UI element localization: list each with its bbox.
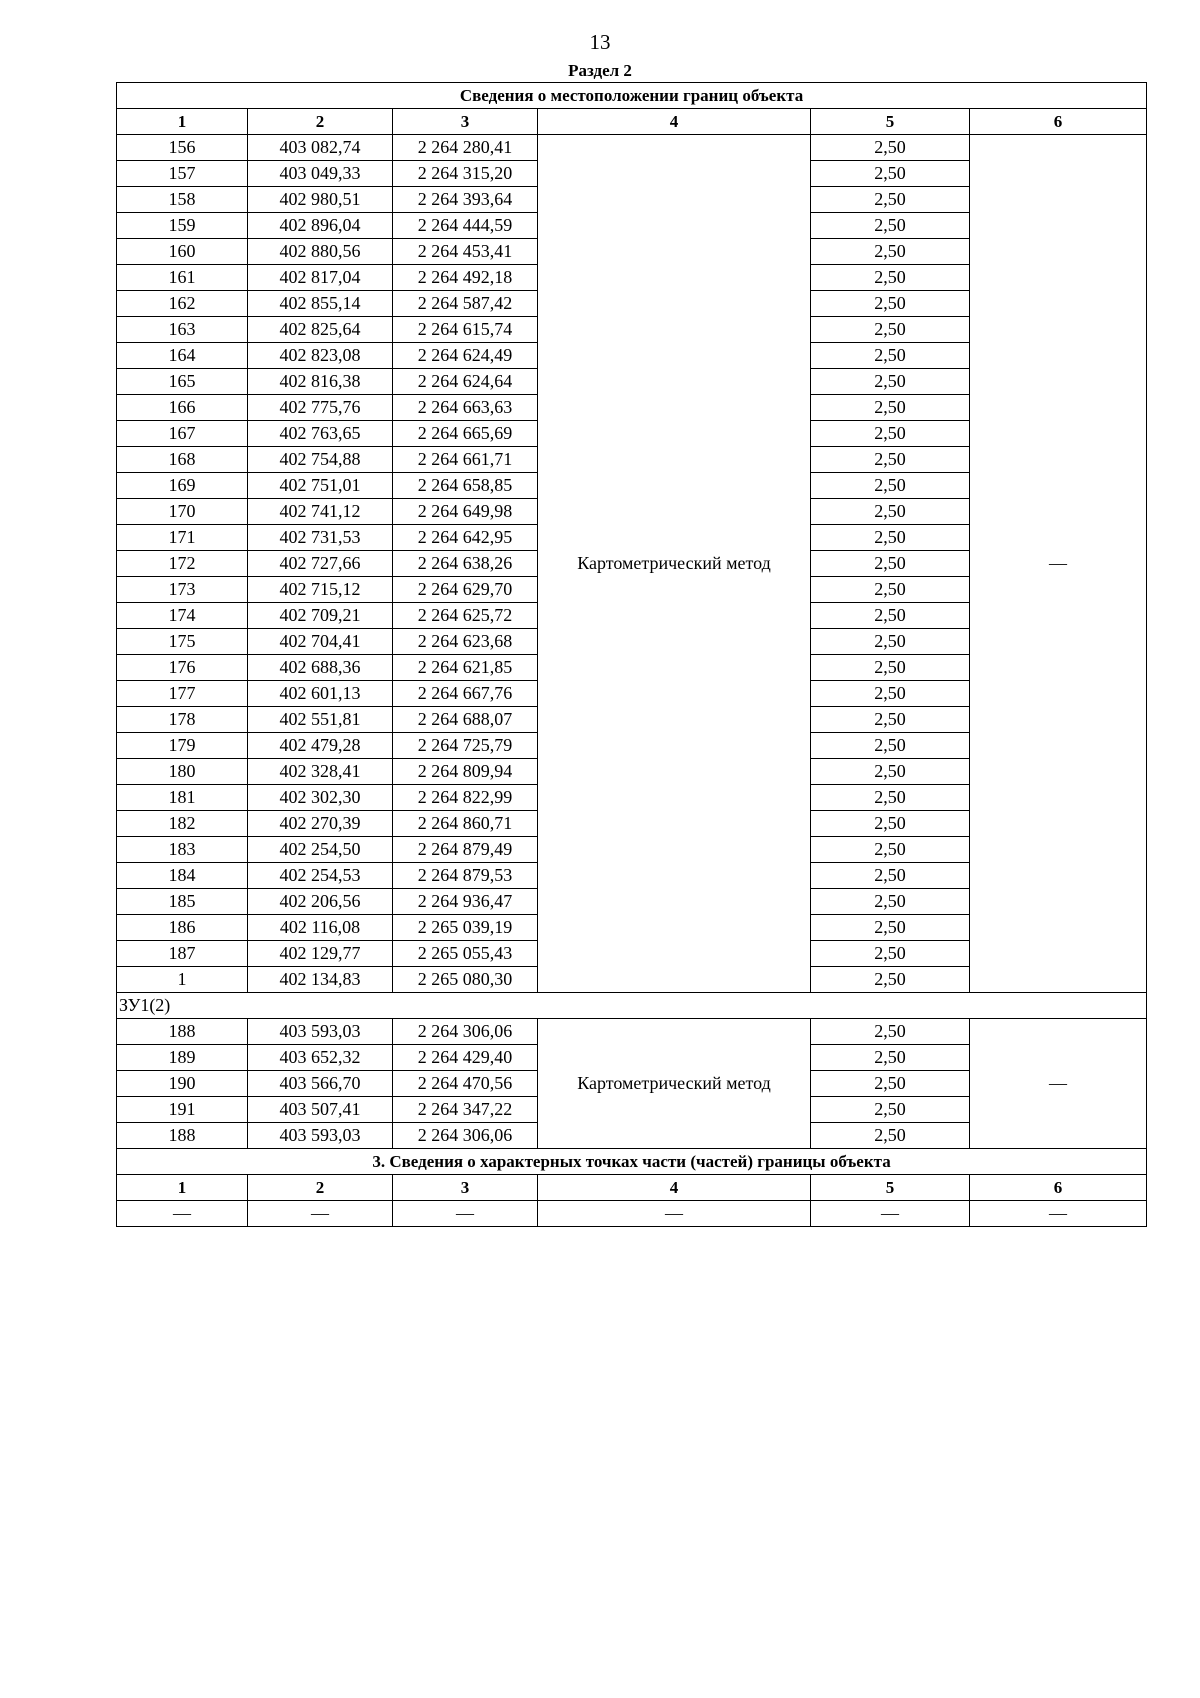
- coordinate-y: 2 264 625,72: [393, 603, 538, 629]
- column-header: 2: [248, 109, 393, 135]
- coordinate-y: 2 264 306,06: [393, 1123, 538, 1149]
- page-number: 13: [589, 30, 611, 54]
- section3-title: 3. Сведения о характерных точках части (частей) границы объекта: [117, 1149, 1147, 1175]
- accuracy-cell: 2,50: [811, 733, 970, 759]
- coordinate-y: 2 264 624,49: [393, 343, 538, 369]
- coordinate-x: 402 328,41: [248, 759, 393, 785]
- accuracy-cell: 2,50: [811, 265, 970, 291]
- point-number: 181: [117, 785, 248, 811]
- coordinate-x: 402 731,53: [248, 525, 393, 551]
- point-number: 189: [117, 1045, 248, 1071]
- point-number: 165: [117, 369, 248, 395]
- point-number: 187: [117, 941, 248, 967]
- point-number: 184: [117, 863, 248, 889]
- coordinate-x: 402 775,76: [248, 395, 393, 421]
- coordinate-x: 403 652,32: [248, 1045, 393, 1071]
- coordinate-y: 2 264 860,71: [393, 811, 538, 837]
- coordinate-x: 402 741,12: [248, 499, 393, 525]
- accuracy-cell: 2,50: [811, 837, 970, 863]
- accuracy-cell: 2,50: [811, 603, 970, 629]
- point-number: 159: [117, 213, 248, 239]
- point-number: 170: [117, 499, 248, 525]
- accuracy-cell: 2,50: [811, 161, 970, 187]
- section3-header-row: [117, 1175, 1147, 1201]
- coordinate-y: 2 264 665,69: [393, 421, 538, 447]
- empty-dash-cell: —: [811, 1201, 970, 1227]
- accuracy-cell: 2,50: [811, 759, 970, 785]
- coordinate-x: 402 817,04: [248, 265, 393, 291]
- point-number: 191: [117, 1097, 248, 1123]
- coordinate-y: 2 265 039,19: [393, 915, 538, 941]
- empty-dash-cell: —: [117, 1201, 248, 1227]
- accuracy-cell: 2,50: [811, 811, 970, 837]
- point-number: 164: [117, 343, 248, 369]
- table-row: [117, 1019, 1147, 1045]
- point-number: 177: [117, 681, 248, 707]
- point-number: 166: [117, 395, 248, 421]
- coordinate-x: 402 551,81: [248, 707, 393, 733]
- coordinate-x: 402 254,53: [248, 863, 393, 889]
- column-header: 5: [811, 109, 970, 135]
- coordinate-x: 402 206,56: [248, 889, 393, 915]
- accuracy-cell: 2,50: [811, 863, 970, 889]
- coordinate-x: 402 601,13: [248, 681, 393, 707]
- coordinate-x: 402 715,12: [248, 577, 393, 603]
- accuracy-cell: 2,50: [811, 967, 970, 993]
- accuracy-cell: 2,50: [811, 889, 970, 915]
- coordinate-x: 402 825,64: [248, 317, 393, 343]
- point-number: 169: [117, 473, 248, 499]
- accuracy-cell: 2,50: [811, 1071, 970, 1097]
- accuracy-cell: 2,50: [811, 551, 970, 577]
- accuracy-cell: 2,50: [811, 187, 970, 213]
- coordinate-x: 402 134,83: [248, 967, 393, 993]
- coordinate-y: 2 264 587,42: [393, 291, 538, 317]
- point-number: 185: [117, 889, 248, 915]
- method-cell: Картометрический метод: [538, 135, 811, 993]
- coordinate-y: 2 264 663,63: [393, 395, 538, 421]
- coordinate-y: 2 264 621,85: [393, 655, 538, 681]
- accuracy-cell: 2,50: [811, 369, 970, 395]
- accuracy-cell: 2,50: [811, 135, 970, 161]
- column-header: 1: [117, 1175, 248, 1201]
- column-header: 2: [248, 1175, 393, 1201]
- accuracy-cell: 2,50: [811, 343, 970, 369]
- point-number: 183: [117, 837, 248, 863]
- column-header-row: [117, 109, 1147, 135]
- coordinate-x: 402 754,88: [248, 447, 393, 473]
- coordinate-y: 2 264 470,56: [393, 1071, 538, 1097]
- column-header: 4: [538, 109, 811, 135]
- boundary-table: [116, 82, 1147, 1227]
- coordinate-x: 402 709,21: [248, 603, 393, 629]
- point-number: 182: [117, 811, 248, 837]
- coordinate-x: 402 479,28: [248, 733, 393, 759]
- coordinate-x: 403 593,03: [248, 1019, 393, 1045]
- accuracy-cell: 2,50: [811, 1097, 970, 1123]
- point-number: 160: [117, 239, 248, 265]
- accuracy-cell: 2,50: [811, 681, 970, 707]
- point-number: 156: [117, 135, 248, 161]
- coordinate-x: 402 116,08: [248, 915, 393, 941]
- coordinate-y: 2 264 725,79: [393, 733, 538, 759]
- accuracy-cell: 2,50: [811, 577, 970, 603]
- coordinate-y: 2 264 879,53: [393, 863, 538, 889]
- point-number: 171: [117, 525, 248, 551]
- coordinate-y: 2 264 624,64: [393, 369, 538, 395]
- coordinate-x: 403 082,74: [248, 135, 393, 161]
- accuracy-cell: 2,50: [811, 473, 970, 499]
- accuracy-cell: 2,50: [811, 239, 970, 265]
- coordinate-x: 402 129,77: [248, 941, 393, 967]
- coordinate-y: 2 264 879,49: [393, 837, 538, 863]
- point-number: 178: [117, 707, 248, 733]
- column-header: 6: [970, 109, 1147, 135]
- coordinate-y: 2 264 280,41: [393, 135, 538, 161]
- point-number: 188: [117, 1123, 248, 1149]
- point-number: 176: [117, 655, 248, 681]
- point-number: 168: [117, 447, 248, 473]
- point-number: 173: [117, 577, 248, 603]
- coordinate-x: 402 254,50: [248, 837, 393, 863]
- coordinate-x: 403 049,33: [248, 161, 393, 187]
- coordinate-x: 402 980,51: [248, 187, 393, 213]
- accuracy-cell: 2,50: [811, 941, 970, 967]
- accuracy-cell: 2,50: [811, 213, 970, 239]
- accuracy-cell: 2,50: [811, 785, 970, 811]
- coordinate-y: 2 264 393,64: [393, 187, 538, 213]
- coordinate-y: 2 264 658,85: [393, 473, 538, 499]
- coordinate-x: 402 688,36: [248, 655, 393, 681]
- accuracy-cell: 2,50: [811, 629, 970, 655]
- coordinate-x: 403 593,03: [248, 1123, 393, 1149]
- table-row: [117, 135, 1147, 161]
- point-number: 157: [117, 161, 248, 187]
- coordinate-x: 402 751,01: [248, 473, 393, 499]
- empty-dash-cell: —: [538, 1201, 811, 1227]
- column-header: 5: [811, 1175, 970, 1201]
- point-number: 190: [117, 1071, 248, 1097]
- column-header: 4: [538, 1175, 811, 1201]
- coordinate-y: 2 264 347,22: [393, 1097, 538, 1123]
- point-number: 188: [117, 1019, 248, 1045]
- point-number: 172: [117, 551, 248, 577]
- coordinate-y: 2 264 306,06: [393, 1019, 538, 1045]
- group-label-row: [117, 993, 1147, 1019]
- coordinate-y: 2 264 667,76: [393, 681, 538, 707]
- accuracy-cell: 2,50: [811, 707, 970, 733]
- accuracy-cell: 2,50: [811, 655, 970, 681]
- coordinate-y: 2 264 315,20: [393, 161, 538, 187]
- column6-dash: —: [970, 135, 1147, 993]
- boundary-table-body: [117, 83, 1147, 1227]
- coordinate-x: 402 823,08: [248, 343, 393, 369]
- point-number: 180: [117, 759, 248, 785]
- accuracy-cell: 2,50: [811, 499, 970, 525]
- coordinate-x: 402 727,66: [248, 551, 393, 577]
- table-caption-row: [117, 83, 1147, 109]
- accuracy-cell: 2,50: [811, 1045, 970, 1071]
- coordinate-y: 2 264 453,41: [393, 239, 538, 265]
- coordinate-y: 2 264 492,18: [393, 265, 538, 291]
- point-number: 179: [117, 733, 248, 759]
- coordinate-x: 402 896,04: [248, 213, 393, 239]
- coordinate-y: 2 265 080,30: [393, 967, 538, 993]
- point-number: 158: [117, 187, 248, 213]
- coordinate-y: 2 264 809,94: [393, 759, 538, 785]
- coordinate-x: 402 302,30: [248, 785, 393, 811]
- coordinate-y: 2 264 688,07: [393, 707, 538, 733]
- coordinate-x: 402 816,38: [248, 369, 393, 395]
- accuracy-cell: 2,50: [811, 421, 970, 447]
- point-number: 161: [117, 265, 248, 291]
- point-number: 175: [117, 629, 248, 655]
- point-number: 162: [117, 291, 248, 317]
- column6-dash: —: [970, 1019, 1147, 1149]
- point-number: 174: [117, 603, 248, 629]
- column-header: 3: [393, 109, 538, 135]
- coordinate-y: 2 265 055,43: [393, 941, 538, 967]
- coordinate-x: 402 763,65: [248, 421, 393, 447]
- coordinate-x: 402 855,14: [248, 291, 393, 317]
- column-header: 6: [970, 1175, 1147, 1201]
- section3-title-row: [117, 1149, 1147, 1175]
- point-number: 186: [117, 915, 248, 941]
- empty-dash-cell: —: [248, 1201, 393, 1227]
- group-label: ЗУ1(2): [117, 993, 1147, 1019]
- point-number: 1: [117, 967, 248, 993]
- coordinate-y: 2 264 638,26: [393, 551, 538, 577]
- coordinate-y: 2 264 444,59: [393, 213, 538, 239]
- table-caption: Сведения о местоположении границ объекта: [117, 83, 1147, 109]
- coordinate-y: 2 264 615,74: [393, 317, 538, 343]
- empty-dash-cell: —: [393, 1201, 538, 1227]
- coordinate-x: 402 704,41: [248, 629, 393, 655]
- accuracy-cell: 2,50: [811, 1123, 970, 1149]
- coordinate-x: 402 880,56: [248, 239, 393, 265]
- method-cell: Картометрический метод: [538, 1019, 811, 1149]
- coordinate-y: 2 264 623,68: [393, 629, 538, 655]
- accuracy-cell: 2,50: [811, 525, 970, 551]
- point-number: 167: [117, 421, 248, 447]
- coordinate-y: 2 264 629,70: [393, 577, 538, 603]
- coordinate-y: 2 264 661,71: [393, 447, 538, 473]
- accuracy-cell: 2,50: [811, 447, 970, 473]
- point-number: 163: [117, 317, 248, 343]
- section3-empty-row: [117, 1201, 1147, 1227]
- section-title: Раздел 2: [568, 61, 632, 80]
- coordinate-x: 402 270,39: [248, 811, 393, 837]
- coordinate-y: 2 264 936,47: [393, 889, 538, 915]
- accuracy-cell: 2,50: [811, 291, 970, 317]
- coordinate-x: 403 566,70: [248, 1071, 393, 1097]
- accuracy-cell: 2,50: [811, 915, 970, 941]
- coordinate-y: 2 264 822,99: [393, 785, 538, 811]
- coordinate-y: 2 264 649,98: [393, 499, 538, 525]
- empty-dash-cell: —: [970, 1201, 1147, 1227]
- column-header: 3: [393, 1175, 538, 1201]
- coordinate-y: 2 264 642,95: [393, 525, 538, 551]
- coordinate-x: 403 507,41: [248, 1097, 393, 1123]
- accuracy-cell: 2,50: [811, 1019, 970, 1045]
- coordinate-y: 2 264 429,40: [393, 1045, 538, 1071]
- column-header: 1: [117, 109, 248, 135]
- accuracy-cell: 2,50: [811, 395, 970, 421]
- accuracy-cell: 2,50: [811, 317, 970, 343]
